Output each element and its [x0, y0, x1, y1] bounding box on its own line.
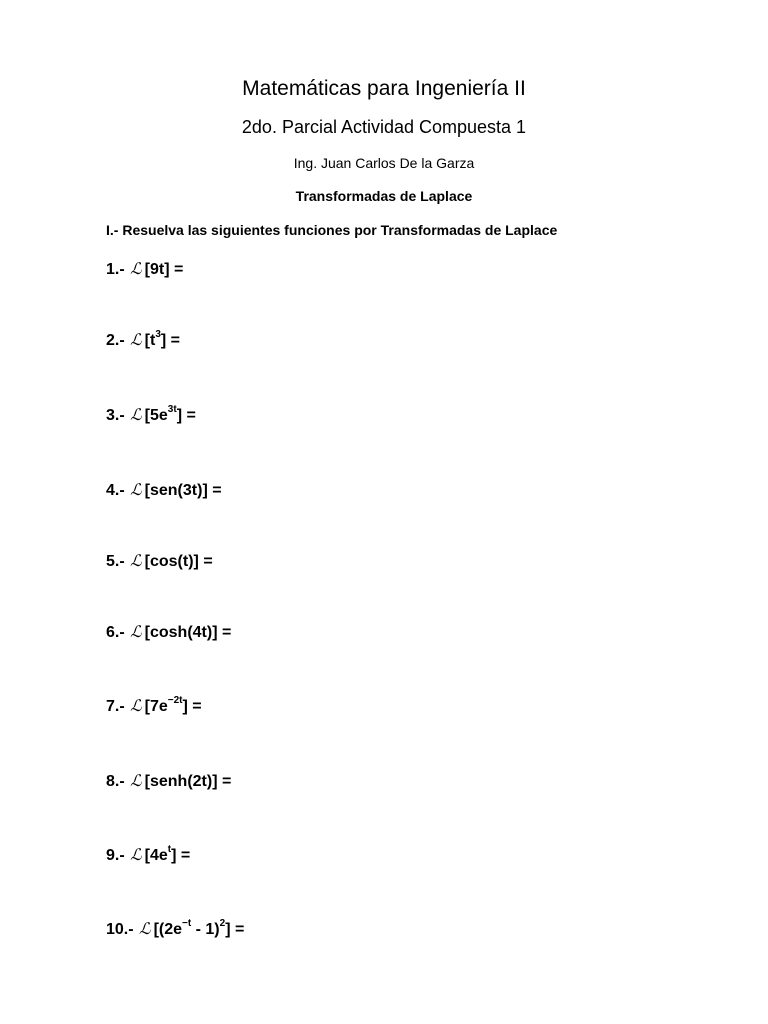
- problem-exponent: −2t: [167, 694, 183, 706]
- instruction-text: I.- Resuelva las siguientes funciones por Transformadas de Laplace: [106, 222, 558, 238]
- problem-expression: [cos(t): [144, 553, 194, 570]
- problem-number: 9.-: [106, 847, 125, 864]
- laplace-symbol: ℒ: [130, 845, 142, 864]
- laplace-symbol: ℒ: [139, 919, 151, 938]
- problem-7: [106, 696, 202, 717]
- problem-2: [106, 330, 180, 351]
- problem-4: [106, 480, 222, 501]
- problem-number: 10.-: [106, 921, 134, 938]
- problem-number: 1.-: [106, 261, 125, 278]
- problem-exponent: −t: [182, 917, 192, 929]
- problem-8: [106, 771, 231, 792]
- problem-expression: [t: [144, 332, 156, 349]
- problem-1: [106, 259, 183, 280]
- problem-expression-end: ] =: [164, 261, 184, 278]
- problem-exponent-outer: 2: [219, 917, 226, 929]
- problem-5: [106, 551, 213, 572]
- problem-number: 7.-: [106, 698, 125, 715]
- problem-10: [106, 919, 244, 940]
- problem-exponent: 3: [155, 328, 161, 340]
- problem-expression-end: ] =: [176, 407, 196, 424]
- problem-expression: [cosh(4t): [144, 624, 213, 641]
- laplace-symbol: ℒ: [130, 696, 142, 715]
- problem-expression-end: ] =: [171, 847, 191, 864]
- problem-expression-end: ] =: [202, 482, 222, 499]
- problem-expression-middle: - 1): [191, 921, 220, 938]
- author-name: Ing. Juan Carlos De la Garza: [293, 155, 475, 171]
- problem-expression: [5e: [144, 407, 168, 424]
- problem-9: [106, 845, 190, 866]
- problem-number: 5.-: [106, 553, 125, 570]
- problem-expression-end: ] =: [212, 624, 232, 641]
- laplace-symbol: ℒ: [130, 259, 142, 278]
- problem-number: 8.-: [106, 773, 125, 790]
- laplace-symbol: ℒ: [130, 480, 142, 499]
- problem-expression: [9t: [144, 261, 165, 278]
- problem-expression: [(2e: [153, 921, 183, 938]
- problem-expression-end: ] =: [225, 921, 245, 938]
- problem-expression: [sen(3t): [144, 482, 203, 499]
- problem-exponent: 3t: [167, 403, 177, 415]
- problem-exponent: t: [167, 843, 172, 855]
- laplace-symbol: ℒ: [130, 405, 142, 424]
- problem-expression: [4e: [144, 847, 168, 864]
- problem-3: [106, 405, 196, 426]
- problem-number: 6.-: [106, 624, 125, 641]
- problem-expression-end: ] =: [182, 698, 202, 715]
- document-title: Matemáticas para Ingeniería II: [242, 77, 526, 100]
- problem-number: 2.-: [106, 332, 125, 349]
- problem-expression: [7e: [144, 698, 168, 715]
- laplace-symbol: ℒ: [130, 551, 142, 570]
- laplace-symbol: ℒ: [130, 330, 142, 349]
- problem-expression: [senh(2t): [144, 773, 213, 790]
- problem-expression-end: ] =: [160, 332, 180, 349]
- problem-expression-end: ] =: [193, 553, 213, 570]
- problem-number: 3.-: [106, 407, 125, 424]
- topic-heading: Transformadas de Laplace: [295, 188, 473, 204]
- laplace-symbol: ℒ: [130, 622, 142, 641]
- document-subtitle: 2do. Parcial Actividad Compuesta 1: [241, 117, 527, 137]
- problem-6: [106, 622, 231, 643]
- laplace-symbol: ℒ: [130, 771, 142, 790]
- problem-expression-end: ] =: [212, 773, 232, 790]
- problem-number: 4.-: [106, 482, 125, 499]
